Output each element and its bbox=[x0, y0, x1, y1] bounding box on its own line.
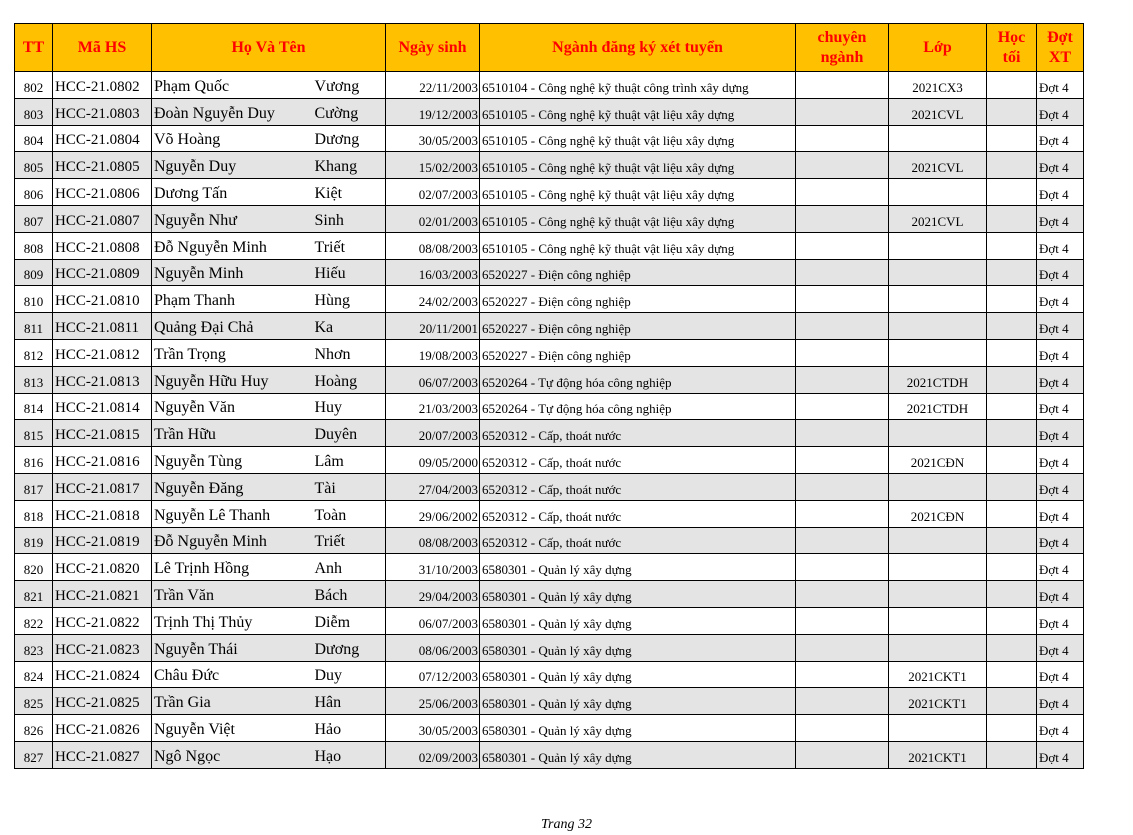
cell-hoc-toi bbox=[987, 393, 1037, 420]
cell-hoc-toi bbox=[987, 98, 1037, 125]
cell-ngay-sinh: 30/05/2003 bbox=[386, 125, 480, 152]
cell-dot-xt: Đợt 4 bbox=[1037, 500, 1084, 527]
cell-ma-hs: HCC-21.0804 bbox=[53, 125, 152, 152]
cell-ngay-sinh: 25/06/2003 bbox=[386, 688, 480, 715]
cell-chuyen-nganh bbox=[796, 98, 889, 125]
cell-ma-hs: HCC-21.0805 bbox=[53, 152, 152, 179]
cell-ten: Duyên bbox=[313, 420, 386, 447]
table-row bbox=[15, 125, 1084, 152]
cell-ngay-sinh: 08/08/2003 bbox=[386, 232, 480, 259]
table-row bbox=[15, 420, 1084, 447]
cell-lop bbox=[889, 313, 987, 340]
cell-ten: Hiếu bbox=[313, 259, 386, 286]
cell-lop bbox=[889, 420, 987, 447]
cell-chuyen-nganh bbox=[796, 366, 889, 393]
cell-ho: Nguyễn Lê Thanh bbox=[152, 500, 313, 527]
header-nganh: Ngành đăng ký xét tuyển bbox=[480, 24, 796, 72]
cell-nganh: 6520312 - Cấp, thoát nước bbox=[480, 447, 796, 474]
cell-hoc-toi bbox=[987, 286, 1037, 313]
cell-tt: 819 bbox=[15, 527, 53, 554]
cell-dot-xt: Đợt 4 bbox=[1037, 286, 1084, 313]
cell-hoc-toi bbox=[987, 313, 1037, 340]
cell-chuyen-nganh bbox=[796, 179, 889, 206]
cell-nganh: 6580301 - Quản lý xây dựng bbox=[480, 607, 796, 634]
cell-lop bbox=[889, 339, 987, 366]
cell-tt: 813 bbox=[15, 366, 53, 393]
cell-hoc-toi bbox=[987, 554, 1037, 581]
cell-tt: 812 bbox=[15, 339, 53, 366]
cell-lop bbox=[889, 634, 987, 661]
cell-nganh: 6510105 - Công nghệ kỹ thuật vật liệu xây dựng bbox=[480, 98, 796, 125]
cell-lop bbox=[889, 125, 987, 152]
cell-ma-hs: HCC-21.0802 bbox=[53, 72, 152, 99]
cell-ngay-sinh: 02/09/2003 bbox=[386, 741, 480, 768]
cell-chuyen-nganh bbox=[796, 420, 889, 447]
cell-ma-hs: HCC-21.0822 bbox=[53, 607, 152, 634]
cell-ma-hs: HCC-21.0824 bbox=[53, 661, 152, 688]
cell-ngay-sinh: 15/02/2003 bbox=[386, 152, 480, 179]
cell-dot-xt: Đợt 4 bbox=[1037, 366, 1084, 393]
cell-ngay-sinh: 08/08/2003 bbox=[386, 527, 480, 554]
cell-tt: 816 bbox=[15, 447, 53, 474]
cell-ho: Ngô Ngọc bbox=[152, 741, 313, 768]
cell-ho: Châu Đức bbox=[152, 661, 313, 688]
cell-nganh: 6520264 - Tự động hóa công nghiệp bbox=[480, 366, 796, 393]
cell-hoc-toi bbox=[987, 366, 1037, 393]
cell-ho: Nguyễn Tùng bbox=[152, 447, 313, 474]
cell-ten: Ka bbox=[313, 313, 386, 340]
cell-ten: Khang bbox=[313, 152, 386, 179]
cell-ma-hs: HCC-21.0823 bbox=[53, 634, 152, 661]
cell-chuyen-nganh bbox=[796, 581, 889, 608]
cell-dot-xt: Đợt 4 bbox=[1037, 205, 1084, 232]
cell-ma-hs: HCC-21.0819 bbox=[53, 527, 152, 554]
cell-ngay-sinh: 09/05/2000 bbox=[386, 447, 480, 474]
cell-lop: 2021CX3 bbox=[889, 72, 987, 99]
cell-hoc-toi bbox=[987, 741, 1037, 768]
cell-dot-xt: Đợt 4 bbox=[1037, 661, 1084, 688]
cell-dot-xt: Đợt 4 bbox=[1037, 554, 1084, 581]
cell-ten: Bách bbox=[313, 581, 386, 608]
cell-hoc-toi bbox=[987, 447, 1037, 474]
cell-dot-xt: Đợt 4 bbox=[1037, 447, 1084, 474]
cell-nganh: 6580301 - Quản lý xây dựng bbox=[480, 741, 796, 768]
cell-dot-xt: Đợt 4 bbox=[1037, 152, 1084, 179]
cell-tt: 825 bbox=[15, 688, 53, 715]
cell-ten: Nhơn bbox=[313, 339, 386, 366]
cell-chuyen-nganh bbox=[796, 286, 889, 313]
cell-ho: Trần Trọng bbox=[152, 339, 313, 366]
cell-chuyen-nganh bbox=[796, 715, 889, 742]
cell-chuyen-nganh bbox=[796, 447, 889, 474]
table-row bbox=[15, 447, 1084, 474]
cell-hoc-toi bbox=[987, 420, 1037, 447]
header-tt: TT bbox=[15, 24, 53, 72]
cell-tt: 810 bbox=[15, 286, 53, 313]
cell-ten: Huy bbox=[313, 393, 386, 420]
header-chuyen-nganh: chuyên ngành bbox=[796, 24, 889, 72]
cell-ten: Hùng bbox=[313, 286, 386, 313]
cell-tt: 821 bbox=[15, 581, 53, 608]
cell-hoc-toi bbox=[987, 473, 1037, 500]
cell-hoc-toi bbox=[987, 232, 1037, 259]
cell-ma-hs: HCC-21.0808 bbox=[53, 232, 152, 259]
cell-ten: Diễm bbox=[313, 607, 386, 634]
cell-hoc-toi bbox=[987, 179, 1037, 206]
cell-tt: 807 bbox=[15, 205, 53, 232]
cell-ngay-sinh: 06/07/2003 bbox=[386, 607, 480, 634]
cell-ngay-sinh: 20/07/2003 bbox=[386, 420, 480, 447]
cell-lop: 2021CĐN bbox=[889, 500, 987, 527]
cell-ho: Trịnh Thị Thủy bbox=[152, 607, 313, 634]
table-header-row bbox=[15, 24, 1084, 72]
table-row bbox=[15, 152, 1084, 179]
cell-ten: Hân bbox=[313, 688, 386, 715]
cell-nganh: 6510105 - Công nghệ kỹ thuật vật liệu xây dựng bbox=[480, 152, 796, 179]
cell-ho: Nguyễn Việt bbox=[152, 715, 313, 742]
cell-tt: 809 bbox=[15, 259, 53, 286]
student-admission-table bbox=[14, 23, 1084, 769]
cell-dot-xt: Đợt 4 bbox=[1037, 634, 1084, 661]
cell-ho: Phạm Thanh bbox=[152, 286, 313, 313]
cell-ho: Đỗ Nguyễn Minh bbox=[152, 232, 313, 259]
cell-ma-hs: HCC-21.0816 bbox=[53, 447, 152, 474]
cell-hoc-toi bbox=[987, 688, 1037, 715]
cell-ma-hs: HCC-21.0820 bbox=[53, 554, 152, 581]
cell-ma-hs: HCC-21.0817 bbox=[53, 473, 152, 500]
cell-chuyen-nganh bbox=[796, 339, 889, 366]
cell-nganh: 6510105 - Công nghệ kỹ thuật vật liệu xây dựng bbox=[480, 179, 796, 206]
table-row bbox=[15, 741, 1084, 768]
cell-ngay-sinh: 27/04/2003 bbox=[386, 473, 480, 500]
cell-lop: 2021CVL bbox=[889, 152, 987, 179]
cell-ho: Trần Văn bbox=[152, 581, 313, 608]
cell-ma-hs: HCC-21.0803 bbox=[53, 98, 152, 125]
cell-ma-hs: HCC-21.0814 bbox=[53, 393, 152, 420]
cell-dot-xt: Đợt 4 bbox=[1037, 527, 1084, 554]
cell-nganh: 6520312 - Cấp, thoát nước bbox=[480, 500, 796, 527]
cell-ngay-sinh: 08/06/2003 bbox=[386, 634, 480, 661]
table-row bbox=[15, 232, 1084, 259]
cell-lop: 2021CVL bbox=[889, 98, 987, 125]
cell-ma-hs: HCC-21.0809 bbox=[53, 259, 152, 286]
cell-tt: 805 bbox=[15, 152, 53, 179]
table-row bbox=[15, 393, 1084, 420]
cell-lop: 2021CKT1 bbox=[889, 688, 987, 715]
cell-lop bbox=[889, 286, 987, 313]
cell-dot-xt: Đợt 4 bbox=[1037, 581, 1084, 608]
cell-ngay-sinh: 30/05/2003 bbox=[386, 715, 480, 742]
table-row bbox=[15, 527, 1084, 554]
table-row bbox=[15, 179, 1084, 206]
cell-chuyen-nganh bbox=[796, 72, 889, 99]
cell-ten: Hạo bbox=[313, 741, 386, 768]
cell-nganh: 6520227 - Điện công nghiệp bbox=[480, 286, 796, 313]
cell-nganh: 6580301 - Quản lý xây dựng bbox=[480, 581, 796, 608]
cell-nganh: 6580301 - Quản lý xây dựng bbox=[480, 634, 796, 661]
cell-nganh: 6580301 - Quản lý xây dựng bbox=[480, 688, 796, 715]
cell-ten: Hoàng bbox=[313, 366, 386, 393]
cell-ho: Quảng Đại Chả bbox=[152, 313, 313, 340]
cell-ho: Nguyễn Đăng bbox=[152, 473, 313, 500]
cell-dot-xt: Đợt 4 bbox=[1037, 98, 1084, 125]
cell-ngay-sinh: 21/03/2003 bbox=[386, 393, 480, 420]
cell-dot-xt: Đợt 4 bbox=[1037, 313, 1084, 340]
cell-ten: Cường bbox=[313, 98, 386, 125]
cell-chuyen-nganh bbox=[796, 473, 889, 500]
cell-ngay-sinh: 31/10/2003 bbox=[386, 554, 480, 581]
cell-nganh: 6510104 - Công nghệ kỹ thuật công trình xây dựng bbox=[480, 72, 796, 99]
cell-tt: 817 bbox=[15, 473, 53, 500]
cell-tt: 823 bbox=[15, 634, 53, 661]
cell-ma-hs: HCC-21.0813 bbox=[53, 366, 152, 393]
cell-chuyen-nganh bbox=[796, 393, 889, 420]
cell-ngay-sinh: 29/04/2003 bbox=[386, 581, 480, 608]
cell-dot-xt: Đợt 4 bbox=[1037, 688, 1084, 715]
cell-ngay-sinh: 22/11/2003 bbox=[386, 72, 480, 99]
cell-lop bbox=[889, 581, 987, 608]
cell-ho: Dương Tấn bbox=[152, 179, 313, 206]
cell-tt: 802 bbox=[15, 72, 53, 99]
cell-tt: 827 bbox=[15, 741, 53, 768]
cell-tt: 803 bbox=[15, 98, 53, 125]
cell-tt: 808 bbox=[15, 232, 53, 259]
cell-nganh: 6510105 - Công nghệ kỹ thuật vật liệu xây dựng bbox=[480, 125, 796, 152]
table-row bbox=[15, 98, 1084, 125]
cell-tt: 818 bbox=[15, 500, 53, 527]
cell-nganh: 6520227 - Điện công nghiệp bbox=[480, 313, 796, 340]
cell-ten: Triết bbox=[313, 232, 386, 259]
cell-chuyen-nganh bbox=[796, 527, 889, 554]
cell-dot-xt: Đợt 4 bbox=[1037, 607, 1084, 634]
cell-ten: Hảo bbox=[313, 715, 386, 742]
header-ngay-sinh: Ngày sinh bbox=[386, 24, 480, 72]
cell-ma-hs: HCC-21.0806 bbox=[53, 179, 152, 206]
cell-ten: Lâm bbox=[313, 447, 386, 474]
cell-hoc-toi bbox=[987, 607, 1037, 634]
cell-lop bbox=[889, 527, 987, 554]
cell-hoc-toi bbox=[987, 125, 1037, 152]
cell-lop bbox=[889, 715, 987, 742]
cell-tt: 824 bbox=[15, 661, 53, 688]
table-row bbox=[15, 72, 1084, 99]
page-number: Trang 32 bbox=[541, 817, 592, 832]
cell-nganh: 6520264 - Tự động hóa công nghiệp bbox=[480, 393, 796, 420]
cell-ten: Duy bbox=[313, 661, 386, 688]
cell-hoc-toi bbox=[987, 72, 1037, 99]
cell-ngay-sinh: 02/01/2003 bbox=[386, 205, 480, 232]
table-row bbox=[15, 286, 1084, 313]
cell-tt: 806 bbox=[15, 179, 53, 206]
cell-hoc-toi bbox=[987, 634, 1037, 661]
table-body bbox=[15, 72, 1084, 769]
cell-ho: Nguyễn Như bbox=[152, 205, 313, 232]
cell-ten: Kiệt bbox=[313, 179, 386, 206]
cell-ho: Nguyễn Hữu Huy bbox=[152, 366, 313, 393]
cell-hoc-toi bbox=[987, 500, 1037, 527]
table-row bbox=[15, 313, 1084, 340]
header-lop: Lớp bbox=[889, 24, 987, 72]
cell-chuyen-nganh bbox=[796, 259, 889, 286]
cell-tt: 822 bbox=[15, 607, 53, 634]
cell-ngay-sinh: 20/11/2001 bbox=[386, 313, 480, 340]
cell-chuyen-nganh bbox=[796, 125, 889, 152]
table-row bbox=[15, 366, 1084, 393]
cell-ho: Đỗ Nguyễn Minh bbox=[152, 527, 313, 554]
cell-dot-xt: Đợt 4 bbox=[1037, 473, 1084, 500]
cell-ho: Nguyễn Duy bbox=[152, 152, 313, 179]
cell-ma-hs: HCC-21.0827 bbox=[53, 741, 152, 768]
header-hoc-toi: Học tối bbox=[987, 24, 1037, 72]
cell-ngay-sinh: 16/03/2003 bbox=[386, 259, 480, 286]
cell-lop bbox=[889, 179, 987, 206]
cell-ngay-sinh: 06/07/2003 bbox=[386, 366, 480, 393]
cell-tt: 820 bbox=[15, 554, 53, 581]
cell-hoc-toi bbox=[987, 581, 1037, 608]
cell-ngay-sinh: 24/02/2003 bbox=[386, 286, 480, 313]
cell-nganh: 6510105 - Công nghệ kỹ thuật vật liệu xây dựng bbox=[480, 205, 796, 232]
cell-ten: Toàn bbox=[313, 500, 386, 527]
table-row bbox=[15, 554, 1084, 581]
cell-dot-xt: Đợt 4 bbox=[1037, 741, 1084, 768]
table-row bbox=[15, 581, 1084, 608]
cell-chuyen-nganh bbox=[796, 152, 889, 179]
cell-dot-xt: Đợt 4 bbox=[1037, 232, 1084, 259]
cell-ten: Triết bbox=[313, 527, 386, 554]
cell-dot-xt: Đợt 4 bbox=[1037, 339, 1084, 366]
cell-ten: Sinh bbox=[313, 205, 386, 232]
cell-dot-xt: Đợt 4 bbox=[1037, 179, 1084, 206]
cell-chuyen-nganh bbox=[796, 741, 889, 768]
table-row bbox=[15, 688, 1084, 715]
cell-ma-hs: HCC-21.0811 bbox=[53, 313, 152, 340]
cell-chuyen-nganh bbox=[796, 661, 889, 688]
cell-ngay-sinh: 29/06/2002 bbox=[386, 500, 480, 527]
cell-nganh: 6520227 - Điện công nghiệp bbox=[480, 259, 796, 286]
cell-lop: 2021CĐN bbox=[889, 447, 987, 474]
cell-ho: Đoàn Nguyễn Duy bbox=[152, 98, 313, 125]
cell-nganh: 6520312 - Cấp, thoát nước bbox=[480, 420, 796, 447]
cell-hoc-toi bbox=[987, 339, 1037, 366]
cell-tt: 826 bbox=[15, 715, 53, 742]
cell-dot-xt: Đợt 4 bbox=[1037, 393, 1084, 420]
cell-chuyen-nganh bbox=[796, 607, 889, 634]
table-row bbox=[15, 715, 1084, 742]
cell-hoc-toi bbox=[987, 205, 1037, 232]
header-ma-hs: Mã HS bbox=[53, 24, 152, 72]
cell-chuyen-nganh bbox=[796, 554, 889, 581]
table-row bbox=[15, 339, 1084, 366]
cell-hoc-toi bbox=[987, 715, 1037, 742]
cell-ma-hs: HCC-21.0812 bbox=[53, 339, 152, 366]
table-row bbox=[15, 259, 1084, 286]
cell-ma-hs: HCC-21.0821 bbox=[53, 581, 152, 608]
cell-ten: Tài bbox=[313, 473, 386, 500]
table-row bbox=[15, 607, 1084, 634]
cell-ma-hs: HCC-21.0825 bbox=[53, 688, 152, 715]
cell-hoc-toi bbox=[987, 661, 1037, 688]
cell-lop: 2021CTDH bbox=[889, 393, 987, 420]
cell-chuyen-nganh bbox=[796, 232, 889, 259]
cell-lop bbox=[889, 259, 987, 286]
cell-chuyen-nganh bbox=[796, 688, 889, 715]
cell-lop bbox=[889, 473, 987, 500]
table-row bbox=[15, 661, 1084, 688]
cell-ten: Dương bbox=[313, 125, 386, 152]
cell-nganh: 6510105 - Công nghệ kỹ thuật vật liệu xây dựng bbox=[480, 232, 796, 259]
cell-hoc-toi bbox=[987, 527, 1037, 554]
cell-dot-xt: Đợt 4 bbox=[1037, 420, 1084, 447]
cell-lop: 2021CVL bbox=[889, 205, 987, 232]
cell-tt: 814 bbox=[15, 393, 53, 420]
cell-ho: Lê Trịnh Hồng bbox=[152, 554, 313, 581]
cell-ho: Nguyễn Thái bbox=[152, 634, 313, 661]
cell-ma-hs: HCC-21.0807 bbox=[53, 205, 152, 232]
cell-ma-hs: HCC-21.0810 bbox=[53, 286, 152, 313]
table-row bbox=[15, 205, 1084, 232]
cell-chuyen-nganh bbox=[796, 205, 889, 232]
cell-lop: 2021CTDH bbox=[889, 366, 987, 393]
cell-tt: 811 bbox=[15, 313, 53, 340]
cell-dot-xt: Đợt 4 bbox=[1037, 72, 1084, 99]
table-row bbox=[15, 473, 1084, 500]
cell-hoc-toi bbox=[987, 259, 1037, 286]
cell-lop: 2021CKT1 bbox=[889, 741, 987, 768]
cell-ngay-sinh: 19/12/2003 bbox=[386, 98, 480, 125]
cell-chuyen-nganh bbox=[796, 634, 889, 661]
cell-ngay-sinh: 07/12/2003 bbox=[386, 661, 480, 688]
cell-ho: Võ Hoàng bbox=[152, 125, 313, 152]
cell-chuyen-nganh bbox=[796, 313, 889, 340]
cell-ten: Dương bbox=[313, 634, 386, 661]
cell-ma-hs: HCC-21.0818 bbox=[53, 500, 152, 527]
cell-ngay-sinh: 19/08/2003 bbox=[386, 339, 480, 366]
cell-ngay-sinh: 02/07/2003 bbox=[386, 179, 480, 206]
cell-ten: Vương bbox=[313, 72, 386, 99]
cell-nganh: 6580301 - Quản lý xây dựng bbox=[480, 715, 796, 742]
cell-nganh: 6520312 - Cấp, thoát nước bbox=[480, 473, 796, 500]
cell-tt: 815 bbox=[15, 420, 53, 447]
header-ho-ten: Họ Và Tên bbox=[152, 24, 386, 72]
cell-ho: Trần Gia bbox=[152, 688, 313, 715]
cell-lop bbox=[889, 554, 987, 581]
cell-ma-hs: HCC-21.0815 bbox=[53, 420, 152, 447]
cell-ho: Phạm Quốc bbox=[152, 72, 313, 99]
cell-dot-xt: Đợt 4 bbox=[1037, 259, 1084, 286]
cell-lop: 2021CKT1 bbox=[889, 661, 987, 688]
cell-dot-xt: Đợt 4 bbox=[1037, 125, 1084, 152]
table-row bbox=[15, 500, 1084, 527]
cell-ho: Nguyễn Văn bbox=[152, 393, 313, 420]
cell-nganh: 6580301 - Quản lý xây dựng bbox=[480, 554, 796, 581]
cell-ma-hs: HCC-21.0826 bbox=[53, 715, 152, 742]
cell-tt: 804 bbox=[15, 125, 53, 152]
cell-lop bbox=[889, 607, 987, 634]
cell-lop bbox=[889, 232, 987, 259]
cell-nganh: 6580301 - Quản lý xây dựng bbox=[480, 661, 796, 688]
cell-ho: Trần Hữu bbox=[152, 420, 313, 447]
cell-hoc-toi bbox=[987, 152, 1037, 179]
cell-ten: Anh bbox=[313, 554, 386, 581]
cell-nganh: 6520227 - Điện công nghiệp bbox=[480, 339, 796, 366]
cell-ho: Nguyễn Minh bbox=[152, 259, 313, 286]
cell-dot-xt: Đợt 4 bbox=[1037, 715, 1084, 742]
cell-chuyen-nganh bbox=[796, 500, 889, 527]
cell-nganh: 6520312 - Cấp, thoát nước bbox=[480, 527, 796, 554]
table-row bbox=[15, 634, 1084, 661]
header-dot-xt: Đợt XT bbox=[1037, 24, 1084, 72]
